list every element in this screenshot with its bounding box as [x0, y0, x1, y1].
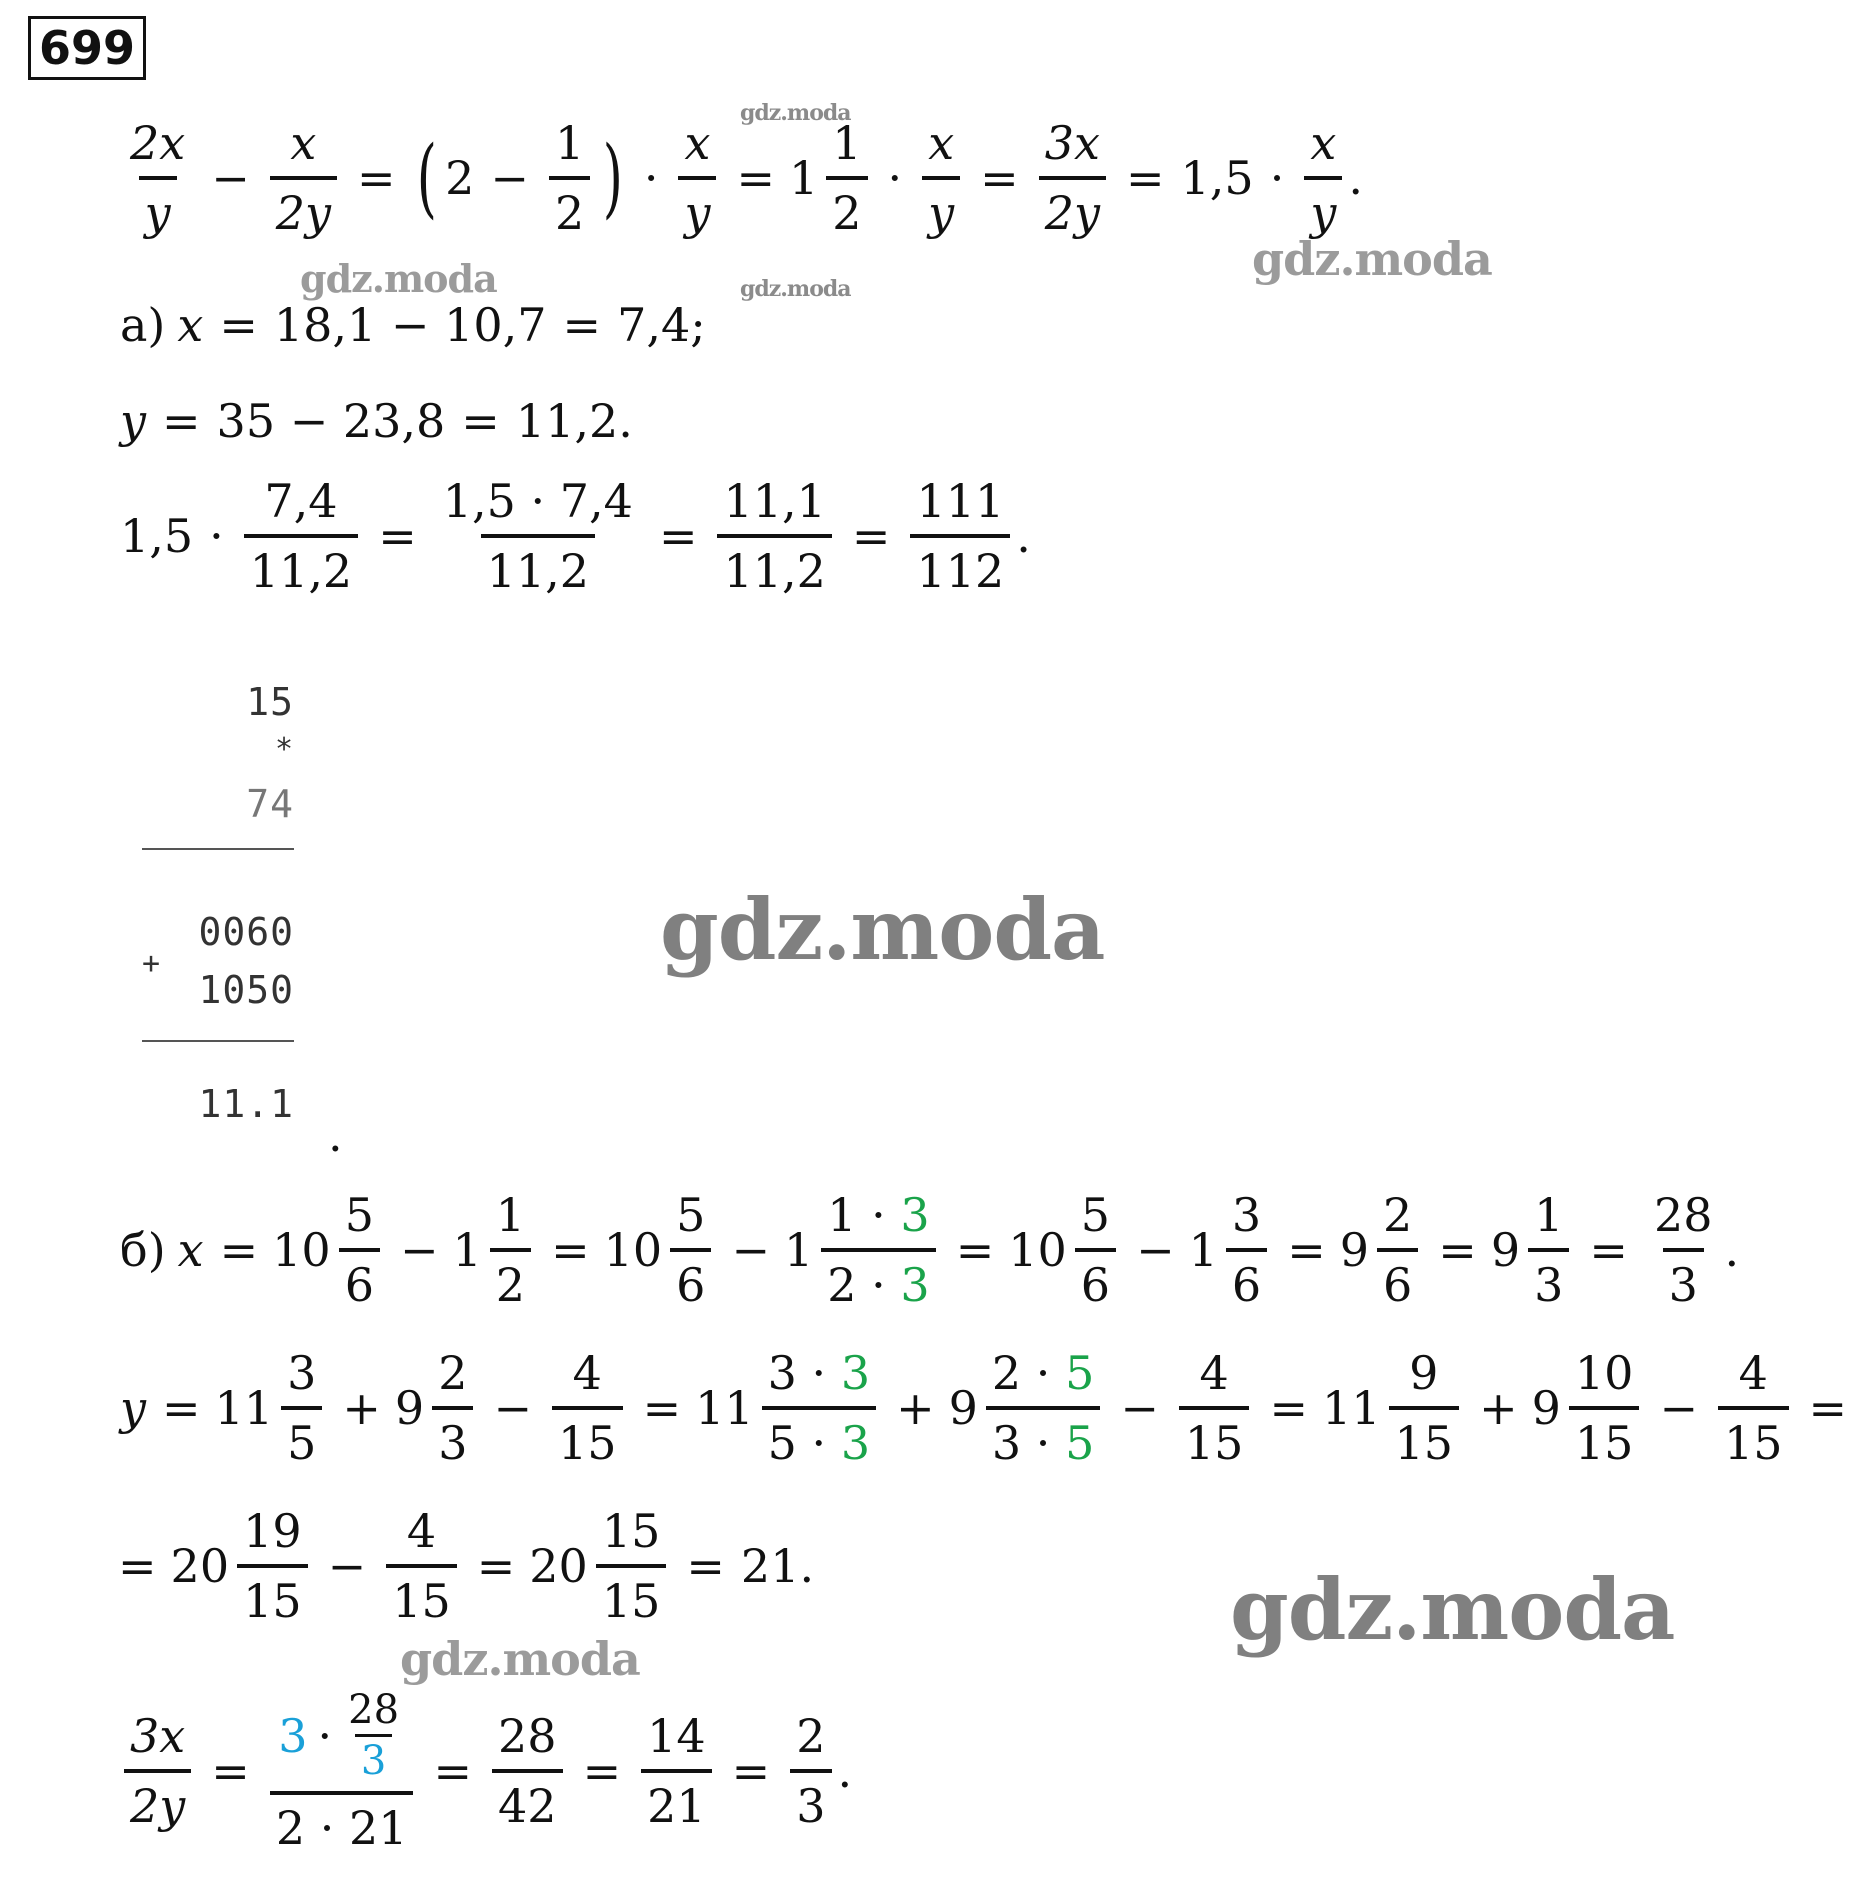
partial-product: 0060	[198, 910, 294, 954]
mixed-integer: 20	[529, 1539, 588, 1593]
fraction: $\frac{15}{15}$	[596, 1508, 667, 1624]
watermark: gdz.moda	[1230, 1560, 1675, 1659]
fraction: $\frac{1 \cdot 3}{2 \cdot 3}$	[821, 1192, 935, 1308]
minus-sign: −	[493, 1381, 533, 1435]
mixed-integer: 11	[214, 1381, 274, 1435]
expression: 18,1 − 10,7	[273, 298, 547, 352]
fraction: $\frac{111}{112}$	[910, 478, 1010, 594]
fraction: $\frac{x}{y}$	[678, 120, 716, 236]
fraction: $\frac{28}{3}$	[1653, 1188, 1713, 1312]
equals-sign: =	[955, 1223, 995, 1277]
fraction: $\frac{3}{6}$	[1226, 1192, 1267, 1308]
equals-sign: =	[1269, 1381, 1308, 1435]
fraction: $\frac{5}{6}$	[670, 1192, 711, 1308]
equals-sign: =	[736, 151, 775, 205]
mixed-integer: 10	[603, 1223, 663, 1277]
variable: y	[120, 394, 146, 448]
rule-line	[142, 848, 294, 850]
fraction: $\frac{2x}{y}$	[130, 116, 186, 240]
fraction: $\frac{4}{15}$	[1718, 1350, 1789, 1466]
minus-sign: −	[731, 1223, 770, 1277]
equals-sign: =	[686, 1539, 725, 1593]
mixed-integer: 9	[394, 1381, 425, 1435]
minus-sign: −	[327, 1539, 367, 1593]
equals-sign: =	[582, 1743, 622, 1798]
coefficient: 1,5	[1180, 151, 1254, 205]
fraction: $\frac{1}{2}$	[490, 1192, 531, 1308]
highlight-factor: 3	[840, 1346, 871, 1400]
mixed-integer: 1	[452, 1223, 482, 1277]
dot-operator: ·	[887, 151, 903, 205]
mixed-integer: 1	[784, 1223, 814, 1277]
fraction: $\frac{x}{2y}$	[270, 120, 337, 236]
equals-sign: =	[219, 298, 258, 352]
fraction: $\frac{5}{6}$	[1075, 1192, 1116, 1308]
fraction: $\frac{4}{15}$	[1179, 1350, 1250, 1466]
result: 11,2.	[515, 394, 633, 448]
fraction: $\frac{19}{15}$	[237, 1508, 308, 1624]
fraction: $\frac{1}{3}$	[1528, 1192, 1569, 1308]
fraction: $\frac{7,4}{11,2}$	[244, 478, 358, 594]
plus-sign: +	[142, 946, 161, 981]
period: .	[837, 1743, 853, 1798]
dot-operator: ·	[1269, 151, 1285, 205]
watermark: gdz.moda	[400, 1632, 640, 1686]
mixed-integer: 9	[948, 1381, 978, 1435]
mixed-integer: 9	[1531, 1381, 1561, 1435]
fraction: $\frac{2}{3}$	[432, 1350, 473, 1466]
fraction: $\frac{2}{3}$	[790, 1713, 831, 1829]
part-label: а)	[120, 298, 166, 352]
equals-sign: =	[731, 1743, 771, 1798]
intro-expression	[118, 116, 1363, 240]
fraction: $\frac{3 \cdot 3}{5 \cdot 3}$	[762, 1350, 876, 1466]
equals-sign: =	[162, 1381, 201, 1435]
equals-sign: =	[851, 509, 891, 563]
expression: 35 − 23,8	[216, 394, 446, 448]
fraction: $\frac{5}{6}$	[339, 1192, 380, 1308]
mixed-integer: 20	[170, 1539, 230, 1593]
equals-sign: =	[1125, 151, 1165, 205]
equals-sign: =	[476, 1539, 516, 1593]
watermark: gdz.moda	[740, 100, 851, 126]
plus-sign: +	[896, 1381, 935, 1435]
equals-sign: =	[1438, 1223, 1477, 1277]
variable: y	[120, 1381, 146, 1435]
part-b-y-line	[118, 1346, 1861, 1470]
multiplicand: 15	[246, 680, 294, 724]
watermark: gdz.moda	[1252, 232, 1492, 286]
product-result: 11.1	[198, 1082, 294, 1126]
minus-sign: −	[211, 151, 250, 205]
highlight-factor: 3	[278, 1708, 308, 1763]
variable: x	[177, 298, 204, 352]
variable: x	[177, 1223, 204, 1277]
fraction: $\frac{1}{2}$	[549, 120, 590, 236]
coefficient: 1,5	[120, 509, 194, 563]
result: 7,4;	[617, 298, 706, 352]
highlight-factor: 5	[1065, 1416, 1095, 1470]
multiply-sign: *	[274, 732, 294, 767]
fraction: $\frac{2 \cdot 5}{3 \cdot 5}$	[986, 1350, 1100, 1466]
equals-sign: =	[357, 151, 396, 205]
mixed-integer: 9	[1490, 1223, 1521, 1277]
equals-sign: =	[211, 1743, 250, 1798]
watermark: gdz.moda	[740, 276, 851, 302]
plus-sign: +	[342, 1381, 381, 1435]
fraction: $\frac{28}{42}$	[492, 1713, 563, 1829]
column-multiplication	[140, 670, 300, 1150]
highlight-factor: 3	[900, 1258, 930, 1312]
mixed-integer: 9	[1339, 1223, 1370, 1277]
result: 21.	[740, 1539, 815, 1593]
dot-operator: ·	[209, 509, 224, 563]
equals-sign: =	[118, 1539, 157, 1593]
equals-sign: =	[980, 151, 1019, 205]
watermark: gdz.moda	[300, 256, 497, 301]
dot-operator: ·	[643, 151, 659, 205]
equals-sign: =	[658, 509, 698, 563]
equals-sign: =	[162, 394, 201, 448]
part-a-y-line	[118, 394, 635, 448]
mixed-integer: 11	[695, 1381, 754, 1435]
equals-sign: =	[551, 1223, 590, 1277]
plus-sign: +	[1479, 1381, 1518, 1435]
fraction: $\frac{3x}{2y}$	[1039, 120, 1106, 236]
equals-sign: =	[219, 1223, 259, 1277]
watermark: gdz.moda	[660, 880, 1105, 979]
fraction: $\frac{3x}{2y}$	[124, 1713, 191, 1829]
fraction: $\frac{x}{y}$	[1304, 120, 1342, 236]
equals-sign: =	[1589, 1223, 1628, 1277]
equals-sign: =	[562, 298, 602, 352]
part-a-calculation	[118, 474, 1031, 598]
fraction: $\frac{1,5 \cdot 7,4}{11,2}$	[442, 474, 633, 598]
equals-sign: =	[378, 509, 417, 563]
mixed-integer: 1	[1188, 1223, 1218, 1277]
mixed-integer: 11	[1321, 1381, 1381, 1435]
part-b-y-continuation	[118, 1504, 816, 1628]
period: .	[1016, 509, 1031, 563]
mixed-integer: 1	[788, 151, 819, 205]
rule-line	[142, 1040, 294, 1042]
highlight-factor: 5	[1065, 1346, 1095, 1400]
highlight-factor: 3	[900, 1188, 930, 1242]
fraction: $\frac{10}{15}$	[1569, 1350, 1640, 1466]
number: 2	[445, 151, 475, 205]
problem-number: 699	[28, 16, 146, 80]
period: .	[1724, 1223, 1740, 1277]
part-label: б)	[120, 1223, 166, 1277]
fraction: $\frac{1}{2}$	[826, 120, 867, 236]
partial-product: 1050	[198, 968, 294, 1012]
fraction: $\frac{4}{15}$	[552, 1350, 623, 1466]
left-paren: (	[416, 128, 437, 228]
minus-sign: −	[1136, 1223, 1175, 1277]
minus-sign: −	[1659, 1381, 1698, 1435]
minus-sign: −	[399, 1223, 439, 1277]
equals-sign: =	[433, 1743, 473, 1798]
mixed-integer: 10	[272, 1223, 331, 1277]
right-paren: )	[602, 128, 624, 228]
fraction: $\frac{4}{15}$	[386, 1508, 457, 1624]
equals-sign: =	[1808, 1381, 1848, 1435]
equals-sign: =	[461, 394, 500, 448]
fraction: $\frac{28}{3}$	[348, 1687, 400, 1784]
period: .	[1348, 151, 1363, 205]
part-a-x-line	[118, 298, 708, 352]
part-b-final	[118, 1687, 853, 1855]
highlight-factor: 3	[840, 1416, 871, 1470]
fraction: $\frac{9}{15}$	[1389, 1350, 1460, 1466]
equals-sign: =	[1287, 1223, 1326, 1277]
complex-fraction: 3 · $\frac{28}{3}$ 2 · 21	[270, 1690, 414, 1851]
fraction: $\frac{2}{6}$	[1377, 1192, 1418, 1308]
equals-sign: =	[642, 1381, 682, 1435]
mixed-integer: 10	[1008, 1223, 1067, 1277]
fraction: $\frac{14}{21}$	[641, 1713, 712, 1829]
fraction: $\frac{11,1}{11,2}$	[717, 478, 831, 594]
period: .	[328, 1108, 343, 1162]
fraction: $\frac{3}{5}$	[281, 1350, 322, 1466]
minus-sign: −	[1120, 1381, 1159, 1435]
minus-sign: −	[490, 151, 529, 205]
fraction: $\frac{x}{y}$	[922, 120, 960, 236]
multiplier: 74	[246, 782, 294, 826]
part-b-x-line	[118, 1188, 1740, 1312]
